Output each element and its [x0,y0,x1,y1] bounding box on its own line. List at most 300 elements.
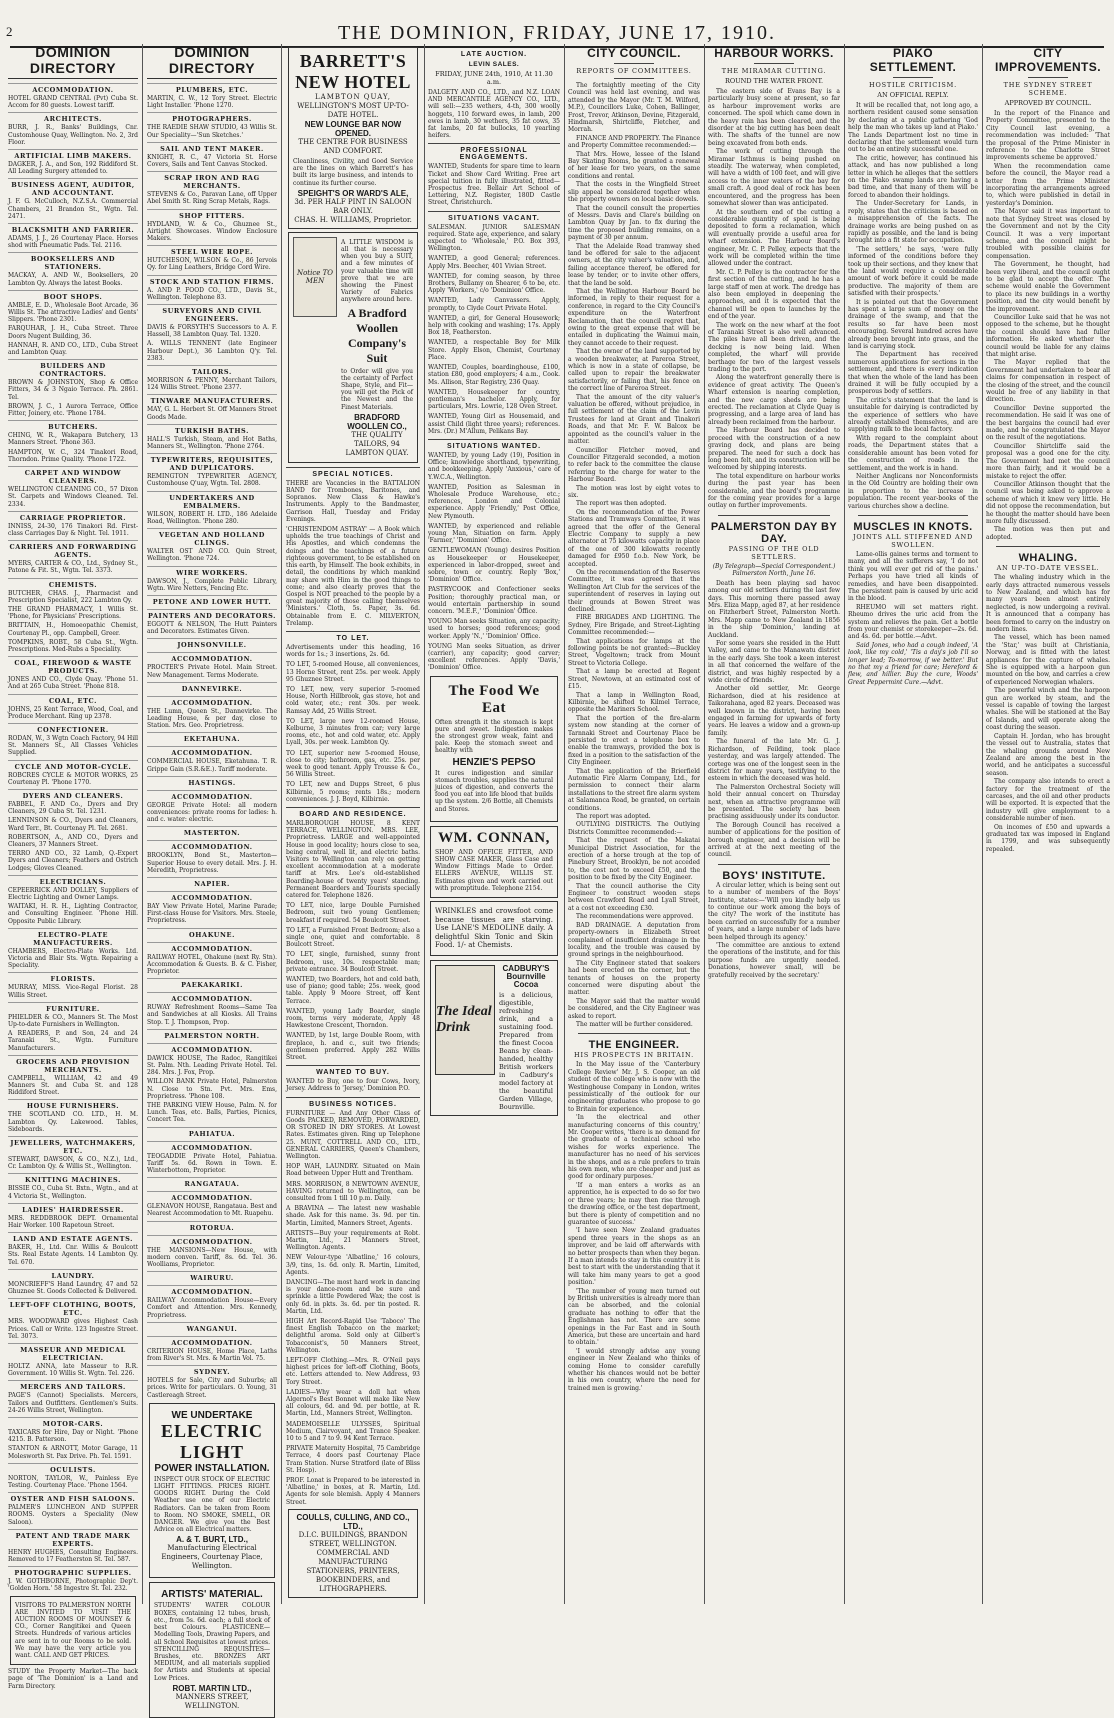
directory-category: FLORISTS. [8,972,138,983]
directory-category: BUSINESS AGENT, AUDITOR, AND ACCOUNTANT. [8,178,138,197]
directory-entry: WILSON, ROBERT H. LTD., 186 Adelaide Road, Wellington. 'Phone 280. [147,510,277,525]
directory-entry: MONCRIEFF'S Hand Laundry, 47 and 52 Ghuznee St. Goods Collected & Delivered. [8,1280,138,1296]
coulls-trade: COMMERCIAL AND MANUFACTURING STATIONERS, PRINTERS, BOOKBINDERS, and LITHOGRAPHERS. [306,1548,400,1593]
article-paragraph: The powerful winch and the harpoon gun are worked by steam, and the vessel is capable of towing the largest whales. She will be stationed at the Bay of Islands, and will operate along the coast during the season. [986,687,1110,732]
article-paragraph: 'The number of young men turned out by British universities is already more than can be absorbed, and the colonial graduate has nothing to offer that the Englishman has not. There are some openings in the Far East and in South America, but these are uncertain and hard to obtain.' [568,1287,700,1347]
business-notice: A BRAVINA — The latest new washable shade. Ask for this name. 3s. 9d. per tin. Martin, Limited, Manners Street, Agents. [286,1205,420,1227]
directory-entry: TERRO AND CO., 32 Lamb, Q.-Expert Dyers and Cleaners; Feathers and Ostrich Lodges; Gloves Cleaned. [8,850,138,872]
article-paragraph: Death has been playing sad havoc among our old settlers during the last few days. This morning there passed away Mrs. Eliza Mapp, aged 87, at her residence on Fitzherbert Street, Palmerston North. Mrs. Mapp came to New Zealand in 1856 in the ship 'Dominion,' landing at Auckland. [708,579,840,639]
directory-heading-2: DOMINION DIRECTORY [147,44,277,79]
muscles-body [848,551,978,641]
directory-entry: TAXICARS for Hire, Day or Night. 'Phone 4215. B. Patterson. [8,1428,138,1444]
boys-institute-headline: BOYS' INSTITUTE. [722,869,826,882]
situation-vacant-ad: WANTED, for coming season, by three Brothers, Bullamy on Shearer, 6 to be, etc. Apply 'Workers,' c/o 'Dominion' Office. [428,272,560,295]
whaling-subhead: AN UP-TO-DATE VESSEL. [996,564,1100,573]
bradford-sub: THE QUALITY TAILORS, 94 LAMBTON QUAY. [345,430,409,457]
palmerston-subhead: PASSING OF THE OLD SETTLERS. [728,544,820,561]
directory-category: OCULISTS. [8,1463,138,1474]
article-paragraph: Councillor Shirtcliffe said the proposal was a good one for the city. The Government had met the council more than fairly, and it would be a mistake to reject the offer. [986,442,1110,480]
late-auction-heading: LATE AUCTION. [460,51,528,58]
business-list [286,1110,420,1506]
article-paragraph: Captain H. Jordan, who has brought the vessel out to Australia, states that the whaling grounds around New Zealand are among the best in the world, and he anticipates a successful season. [986,732,1110,777]
artists-body: STUDENTS' WATER COLOUR BOXES, containing 12 tubes, brush, etc., from 5s. 6d. each; a full stock of best Colours. PLASTICENE—Modelling Tools, Drawing Papers, and all School Requisites at lowest prices. STENCILLING REQUISITES—Brushes, etc. BRONZES ART MEDIUM, and all materials supplied for Artists and Students at special Low Prices. [154,1602,270,1682]
article-paragraph: The work on the new wharf at the foot of Taranaki Street is also well advanced. The piles have all been driven, and the decking is now being laid. When completed, the wharf will provide berthage for two of the largest vessels trading to the port. [708,321,840,374]
article-paragraph: 'The settlers,' he says, 'were fully informed of the conditions before they took up their sections, and they knew that the land would require a considerable amount of work before it could be made productive. The majority of them are satisfied with their prospects.' [848,245,978,298]
article-paragraph: The report was adopted. [576,813,651,820]
professional-list [428,163,560,206]
column-4 [428,44,560,1604]
article-paragraph: Lame-ollis gaines terms and torment to many, and all the sufferers say, 'I do not think you will ever get rid of the pains.' Perhaps you have tried all kinds of remedies, and have been disappointed. The persistent pain is caused by uric acid in the blood. [848,550,978,603]
section-break [578,1033,690,1034]
levin-date: FRIDAY, JUNE 24th, 1910, At 11.30 a.m. [435,70,553,86]
situation-vacant-ad: WANTED, Lady Canvassers. Apply, promptly, to Clyde Court Private Hotel. [428,297,560,312]
article-paragraph: 'I have seen New Zealand graduates spend three years in the shops as an improver, and be laid off afterwards with no better prospects than when they began. If a man intends to stay in this country it is best to start with the understanding that it will take him many years to get a good position.' [568,1227,700,1287]
article-paragraph: The company also intends to erect a factory for the treatment of the carcases, and the oil and other products will be exported. It is expected that the industry will give employment to a considerable number of men. [986,778,1110,823]
directory-entry: MAY, G. L. Herbert St. Off Manners Street Goods Made. [147,406,277,421]
directory-category: PHOTOGRAPHIC SUPPLIES. [8,1566,138,1577]
whaling-body [986,574,1110,853]
board-ad: WANTED, by 1st, large Double Room, with fireplace, h. and c., suit two friends; gentlemen preferred. Apply 282 Willis Street. [286,1032,420,1062]
directory-entry: ROBCRES CYCLE & MOTOR WORKS, 25 Courtenay Pl. 'Phone 1770. [8,771,138,786]
directory-category: CARRIAGE PROPRIETOR. [8,511,138,522]
directory-category: SHOP FITTERS. [147,209,277,220]
directory-entry: A. WILLS TENNENT (late Engineer Harbour Dept.), 36 Lambton Q'y. Tel. 2383. [147,340,277,362]
directory-category: SAIL AND TENT MAKER. [147,142,277,153]
directory-category: GROCERS AND PROVISION MERCHANTS. [8,1055,138,1074]
directory-category: CHEMISTS. [8,578,138,589]
page-number: 2 [6,24,13,39]
article-paragraph: Councillor Devine supported the recommendation. He said it was one of the best bargains the council had ever made, and he congratulated the Mayor on the result of the negotiations. [986,404,1110,442]
business-notice: NEW Velour-type 'Albatline,' 16 colours, 3/9, tins, 1s. 6d. only. R. Martin, Limited, Agents. [286,1254,420,1276]
special-notices-list [286,480,420,627]
business-notice: PRIVATE Maternity Hospital, 75 Cambridge Terrace, 4 doors past Courtenay Place Tram Station. Nurse Stratford (late of Bliss St. Hosp). [286,1445,420,1474]
article-paragraph: That the Adelaide Road tramway shed land be offered for sale to the adjacent owners, at the city valuer's valuation, and, failing acceptance thereof, be offered for lease by tender, or to invite other offers, that the land be sold. [568,242,700,287]
food-we-eat-ad [430,676,558,822]
column-3 [286,44,420,1604]
city-improvements-body [986,110,1110,541]
directory-category: BUTCHERS. [8,420,138,431]
article-paragraph: That the Wellington Harbour Board be informed, in reply to their request for a conference, in regard to the City Council's expenditure on the Waterfront Reclamation, that the council regret that, owing to the great expense that will be entailed in duplicating the Waimui main, they cannot accede to their request. [568,287,700,347]
directory-category: BUILDERS AND CONTRACTORS. [8,359,138,378]
directory-category: LAND AND ESTATE AGENTS. [8,1232,138,1243]
article-paragraph: The total expenditure on harbour works during the past year has been considerable, and the board's programme for the coming year provides for a large outlay on further improvements. [708,472,840,510]
article-paragraph: The vessel, which has been named the 'Star,' was built at Christiania, Norway, and is fitted with the latest appliances for the capture of whales. She is equipped with a harpoon gun mounted on the bow, and carries a crew of experienced Norwegian whalers. [986,634,1110,686]
article-paragraph: The funeral of the late Mr. G. J. Richardson, of Feilding, took place yesterday, and was largely attended. The cortege was one of the longest seen in the district for many years, testifying to the esteem in which the deceased was held. [708,738,840,783]
directory-entry: BURR, J. R., Banks' Buildings, Cnr. Customhouse Quay, Wellington. No. 2, 3rd Floor. [8,124,138,146]
directory-category: PHOTOGRAPHERS. [147,112,277,123]
directory-category: ACCOMMODATION. [8,83,138,94]
directory-category: VEGETAN AND HOLLAND CLINGS. [147,528,277,547]
board-list [286,820,420,1061]
directory-category: PAHIATUA. [147,1127,277,1138]
headline-rule [893,77,933,78]
directory-category: PLUMBERS, ETC. [147,83,277,94]
directory-category: LEFT-OFF CLOTHING, BOOTS, ETC. [8,1298,138,1317]
article-paragraph: That a lamp be erected at Regent Street, Newtown, at an estimated cost of £15. [568,668,700,691]
article-paragraph: That the amount of the city valuer's valuation be offered, without prejudice, in full settlement of the claim of the Levin Trustees for land at Grant and Tinakori Roads, and that Mr. F. W. Balcox be appointed as the council's valuer in the matter. [568,393,700,446]
directory-entry: RUWAY Refreshment Rooms—Same Tea and Sandwiches at all Kiosks. All Trains Stop. T. J. Thompson, Prop. [147,1004,277,1026]
directory-category: ACCOMMODATION. [147,1191,277,1202]
directory-list [8,83,138,1593]
article-paragraph: That the council authorise the City Engineer to construct wooden steps between Crawford Road and Lyall Street, at a cost not exceeding £30. [568,882,700,912]
article-paragraph: The critic's statement that the land is unsuitable for dairying is contradicted by the experience of settlers who have already established themselves, and are supplying milk to the local factory. [848,396,978,434]
special-notice: 'CHRISTENDOM ASTRAY' — A Book which upholds the true teachings of Christ and His Apostles, and which condemns the doings and the teachings of a future righteous government, to be established on this earth, by Himself. The book exhibits, in detail, the conditions by which mankind may share with Him in the good things to come; and also clearly proves that the Gospel is NOT preached to the people by a great majority of those calling themselves 'Ministers.' Cloth, 5s. Paper, 3s. 6d. Obtainable from E. C. MILVERTON, Trelamp. [286,526,420,627]
article-paragraph: The Under-Secretary for Lands, in reply, states that the criticism is based on a misapprehension of the facts. The drainage works are being pushed on as rapidly as possible, and the land is being brought into a fit state for occupation. [848,200,978,245]
directory-category: JEWELLERS, WATCHMAKERS, ETC. [8,1136,138,1155]
situation-vacant-ad: WANTED, Housekeeper for country, gentleman's bachelor. Apply, for particulars, Mrs. Lowrie, 128 Oven Street. [428,388,560,411]
to-let-ad: TO LET, new and Dupps Street, 6 plus Kilbirnie, 5 rooms; rents 18s.; modern conveniences. J. J. Boyd, Kilbirnie. [286,781,420,803]
directory-entry: WAITAKI, H. R. H., Lighting Contractor, and Consulting Engineer. 'Phone Hill. Opposite Public Library. [8,903,138,925]
article-paragraph: That Mrs. Howe, lessee of the Island Bay Skating Rooms, be granted a renewal of her lease for two years, on the same conditions and rental. [568,150,700,180]
headline-rule [614,78,654,79]
business-notice: HOP WAH, LAUNDRY. Situated on Main Road between Upper Hutt and Trentham. [286,1163,420,1178]
headline-rule [614,63,654,64]
directory-entry: CAMPBELL, WILLIAM, 42 and 49 Manners St. and Cuba St. and 128 Riddiford Street. [8,1074,138,1097]
situation-vacant-ad: WANTED, Couples, boardinghouse, £100, station £80, good employers; 4 a.m., Cook. Ms. Allison, Star Registry, 236 Quay. [428,364,560,386]
mounsey-ad [10,1596,136,1666]
directory-entry: LENNINSON & CO., Dyers and Cleaners, Ward Terr., Bt. Courtenay Pl. Tel. 2681. [8,817,138,832]
directory-category: ROTORUA. [147,1221,277,1232]
article-paragraph: The City Engineer stated that soakers had been erected on the corner, but the tenants of houses on the property concerned were disputing about the matter. [568,959,700,997]
board-ad: WANTED, two Boarders, hot and cold bath, use of piano; good table; 25s. week, good table. Apply 9 Moore Street, off Kent Terrace. [286,976,420,1005]
business-notices-heading: BUSINESS NOTICES. [286,1097,420,1108]
article-paragraph: The Mayor replied that the Government had undertaken to bear all claims for compensation in respect of the closing of the street, and the council would be free of any liability in that direction. [986,359,1110,404]
directory-category: TINWARE MANUFACTURERS. [147,394,277,405]
business-notice: ARTISTS—Buy your requirements at Robt. Martin, Ltd., 21 Manners Street, Wellington. Agents. [286,1229,420,1252]
food-body: Often strength it the stomach is kept pure and sweet. Indigestion makes the strongest grow weak, faint and pale. Keep the stomach sweet and healthy with [435,718,553,755]
connan-body: SHOP AND OFFICE FITTER, AND SHOW CASE MAKER, Glass Case and Window Fittings Made to Order. ELLERS AVENUE, WILLIS ST. Estimates given and work carried out with promptitude. Telephone 2154. [435,848,553,892]
directory-list-2 [147,83,277,1399]
directory-entry: MORRISON & PENNY, Merchant Tailors, 124 Willis Street. 'Phone 2377. [147,377,277,392]
directory-category: COAL, FIREWOOD & WASTE PRODUCTS. [8,656,138,675]
boys-institute-body [708,882,840,979]
column-rule [142,44,143,1604]
article-paragraph: At the southern end of the cutting a considerable quantity of spoil is being deposited to form a reclamation, which will eventually provide a useful area for wharf extension. The Harbour Board's engineer, Mr. C. P. Pelley, expects that the work will be completed within the time allowed under the contract. [708,208,840,268]
engineer-headline: THE ENGINEER. [588,1039,680,1052]
situation-wanted-ad: WANTED, Position as Salesman in Wholesale Produce Warehouse, etc.; references, London and Colonial experience. Apply 'Friendly,' Post Office, New Plymouth. [428,483,560,520]
wrinkles-text: WRINKLES and crowsfoot come because tissues are starving. Use LANE'S MEDOLINE daily. A delightful Skin Tonic and Skin Food. 1/- at Chemists. [435,907,553,950]
directory-entry: MRS. WOODWARD gives Highest Cash Prices. Call or Write. 123 Ingestre Street. Tel. 3073. [8,1318,138,1340]
directory-entry: BUTCHER, CHAS. J., Pharmacist and Prescription Specialist, 222 Lambton Qy. [8,589,138,604]
article-paragraph: The Palmerston Orchestral Society will hold their annual concert on Thursday next, when an attractive programme will be presented. The society has been practising assiduously under its conductor. [708,783,840,821]
directory-entry: MYERS, CARTER & CO., Ltd., Sydney St., Patone & Fit. St., Wgtn. Tel. 3373. [8,560,138,575]
directory-entry: CHING, W. R., Wakapara Butchery, 13 Manners Street. 'Phone 363. [8,432,138,447]
board-heading: BOARD AND RESIDENCE. [286,807,420,818]
article-paragraph: The Harbour Board has decided to proceed with the construction of a new graving dock, and plans are being prepared. The need for such a dock has long been felt, and its construction will be welcomed by shipping interests. [708,427,840,472]
harbour-works-headline: HARBOUR WORKS. [714,46,834,60]
article-paragraph: That the council consult the properties of Messrs. Davis and Clare's building on Lambton Quay by Jan. to fix during the time the proposed building remains, on a payment of 30 per annum. [568,204,700,242]
wanted-buy-list [286,1078,420,1092]
barretts-lounge: NEW LOUNGE BAR NOW OPENED. [304,120,402,138]
notice-to-men-illustration: Notice TO MEN [293,237,337,317]
electric-ad-line-2: ELECTRIC LIGHT [160,1420,264,1462]
electric-ad-line-3: POWER INSTALLATION. [154,1462,270,1474]
directory-category: HOUSE FURNISHERS. [8,1099,138,1110]
article-paragraph: The recommendations were approved. [576,913,694,921]
directory-entry: PROCTER'S Private Hotel. Main Street. New Management. Terms Moderate. [147,664,277,679]
directory-entry: DAGKER, J. A., and Son, 192 Riddiford St. All Leading Surgery attended to. [8,161,138,176]
situation-vacant-ad: WANTED, a good General; references. Apply Mrs. Beecher, 401 Vivian Street. [428,255,560,270]
ideal-drink-label: The Ideal Drink [436,1003,492,1035]
directory-category: DANNEVIRKE. [147,682,277,693]
property-market-notice: STUDY the Property Market—The back page of 'The Dominion' is a Land and Farm Directory. [8,1668,138,1690]
directory-category: BOOT SHOPS. [8,290,138,301]
directory-category: LAUNDRY. [8,1269,138,1280]
directory-entry: THE RAEDIE SHAW STUDIO, 43 Willis St. Our Speciality—'Sun Sketches.' [147,124,277,139]
situation-wanted-ad: WANTED, by experienced and reliable young Man, Situation on farm. Apply 'Farmer,' 'Dominion' Office. [428,522,560,545]
city-improvements-headline: CITY IMPROVEMENTS. [995,46,1101,74]
directory-entry: BROOKLYN, Bond St., Masterton—Superior House to every detail. Mrs. J. H. Meredith, Proprietress. [147,852,277,874]
directory-category: JOHNSONVILLE. [147,638,277,649]
directory-category: KNITTING MACHINES. [8,1173,138,1184]
connan-ad [430,826,558,898]
situation-vacant-ad: WANTED, a respectable Boy for Milk Store. Apply Elson, Chemist, Courtenay Place. [428,339,560,361]
article-paragraph: Another old settler, Mr. George Richardson, died at his residence at Taikorahana, aged 82 years. Deceased was well known in the district, having been engaged in farming for upwards of forty years. He leaves a widow and a grown-up family. [708,685,840,737]
directory-category: CARRIERS AND FORWARDING AGENTS. [8,540,138,559]
directory-category: MASSEUR AND MEDICAL ELECTRICIAN. [8,1343,138,1362]
directory-entry: HAMPTON, W. C., 324 Tinakori Road, Thorndon. Prime Quality. 'Phone 1722. [8,448,138,463]
directory-entry: CHAMBERS, Electro-Plate Works. Ltd. Victoria and Blair Sts. Wgtn. Repairing a Speciality. [8,947,138,970]
martin-name: ROBT. MARTIN LTD., [172,1683,252,1693]
engineer-body [568,1061,700,1392]
directory-entry: FABBEL, F. AND Co., Dyers and Dry Cleaners, 29 Cuba St. Tel. 1231. [8,800,138,816]
directory-column-1 [8,44,138,1690]
article-paragraph: The fortnightly meeting of the City Council was held last evening, and was attended by the Mayor (Mr. T. M. Wilford, M.P.), Councillors Luke, Cohen, Ballinger, Frost, Trevor, Atkinson, Devine, Fitzgerald, Hindmarsh, Shirtcliffe, Fletcher, and Morrah. [568,82,700,134]
directory-category: HASTINGS. [147,776,277,787]
section-break [718,864,830,865]
business-notice: HIGH Art Record-Rapid Use 'Taboco' The finest English Tobacco on the market; delightful aroma. Sold only at Gilbert's Tobacconist's, 50 Manners Street, Wellington. [286,1317,420,1354]
article-paragraph: On the recommendation of the Reserves Committee, it was agreed that the Wellington Art Club for the services of the superintendent of reserves in laying out their grounds at Bowen Street was declined. [568,569,700,614]
article-paragraph: In the May issue of the 'Canterbury College Review' Mr. J. S. Cooper, an old student of the college who is now with the Westinghouse Company in London, writes pessimistically of the outlook for our engineering graduates who propose to go to Britain for experience. [568,1061,700,1113]
directory-entry: EGGOTT & NELSON, The Hutt Painters and Decorators. Estimates Given. [147,620,277,636]
muscles-headline: MUSCLES IN KNOTS. [853,520,973,533]
directory-entry: TOMPKINS, ROBT., 58 Cuba St., Wgtn. Prescriptions. Med-Rubs a Speciality. [8,638,138,653]
directory-entry: PHIELDER & CO., Manners St. The Most Up-to-date Furnishers in Wellington. [8,1013,138,1029]
column-rule [564,44,565,1604]
artists-material-ad [149,1582,275,1717]
special-notices-heading: SPECIAL NOTICES. [286,467,420,478]
directory-category: CARPET AND WINDOW CLEANERS. [8,466,138,485]
barretts-price: 3d. PER HALF PINT IN SALOON BAR ONLY. [294,197,412,215]
food-tail: It cures indigestion and similar stomach troubles, supplies the natural juices of digestion, and converts the food you eat into life blood that builds up the system. 2/6 Bottle, all Chemists and Stores. [435,769,553,813]
article-paragraph: The report was then adopted. [576,500,667,508]
city-improvements-subhead-2: APPROVED BY COUNCIL. [1004,99,1092,107]
to-let-ad: TO LET, superior new 5-roomed House, close to city; bathroom, gas, etc. 25s. per week to good tenant. Apply Trousse & Co., 56 Willis Street. [286,749,420,779]
palmerston-headline: PALMERSTON DAY BY DAY. [710,520,838,545]
directory-entry: J. F. G. McCulloch, N.Z.S.A. Commercial Chambers, 21 Brandon St., Wgtn. Tel. 2471. [8,198,138,220]
situation-wanted-ad: YOUNG Man seeks Situation, any capacity; used to horses; good references; good worker. Apply 'N.,' 'Dominion' Office. [428,618,560,640]
directory-entry: HOLTZ ANNA, late Masseur to R.R. Government. 10 Willis St. Wgtn. Tel. 226. [8,1362,138,1378]
directory-entry: MARTIN, C. W., 12 Tory Street. Electric Light Installer. 'Phone 1270. [147,95,277,110]
directory-entry: THE GRAND PHARMACY, 1 Willis St. 'Phone, for Physicians' Prescriptions. [8,605,138,621]
directory-category: ACCOMMODATION. [147,1285,277,1296]
article-paragraph: For some years she resided in the Hutt Valley, and came to the Manawatu district in the early days. She took a keen interest in all that concerned the welfare of the district, and was highly respected by a wide circle of friends. [708,640,840,685]
article-paragraph: Councillor Luke said that he was not opposed to the scheme, but he thought the council should have had fuller information. He asked whether the council would be liable for any claims that might arise. [986,313,1110,358]
directory-entry: BAY View Private Hotel, Marine Parade; First-class House for Visitors. Mrs. Steele, Proprietress. [147,902,277,925]
article-paragraph: The Mayor said that the matter would be considered, and the City Engineer was asked to report. [568,997,700,1020]
directory-category: ACCOMMODATION. [147,891,277,902]
directory-entry: JOHNS, 25 Kent Terrace, Wood, Coal, and Produce Merchant. Ring up 2378. [8,705,138,720]
barretts-body: Cleanliness, Civility, and Good Service are the lines on which Barrett's has built its large business, and intends to continue its further course. [293,158,413,187]
barretts-proprietor: CHAS. H. WILLIAMS, Proprietor. [294,215,412,224]
coulls-name: COULLS, CULLING, AND CO., LTD., [296,1512,410,1531]
to-let-ad: TO LET, new, very superior 5-roomed House, North Hillbrook, gas stove, hot and cold water, etc.; rent 30s. per week. Ramsay Add, 25 Willis Street. [286,685,420,715]
directory-entry: JONES AND CO., Clyde Quay. 'Phone 51. And at 265 Cuba Street. 'Phone 818. [8,676,138,691]
column-rule [281,44,282,1604]
directory-entry: RAILWAY HOTEL, Ohakune (next Ry. Stn). Accommodation & Guests. B. & C. Fisher, Proprietor. [147,953,277,975]
directory-entry: PALMER'S LUNCHEON AND SUPPER ROOMS. Oysters a Speciality (New Saloon). [8,1504,138,1526]
directory-entry: MRS. REDDBROOK DEPT. Ornamental Hair Worker. 100 Rapetoun Street. [8,1214,138,1230]
headline-rule [1028,77,1068,78]
harbour-body [708,88,840,510]
directory-entry: BISSIE CO., Cuba St. Bxtn., Wgtn., and at 4 Victoria St., Wellington. [8,1185,138,1200]
business-notice: DANCING—The most hard work in dancing is your dance-room and be sure and sprinkle a little Powdered Wax; the cost is only 6d. in pkts. 3s. 6d. per tin posted. R. Martin, Ltd. [286,1278,420,1315]
directory-entry: ADAMS, J. J., 26 Courtenay Place. Horses shod with Pneumatic Pads. Tel. 2116. [8,235,138,250]
article-paragraph: Mr. C. P. Pelley is the contractor for the first section of the cutting, and he has a large staff of men at work. The dredge has also been employed in deepening the approaches, and it is expected that the channel will be open to launches by the end of the year. [708,268,840,321]
directory-entry: BRITTAIN, H., Homoeopathic Chemist, Courtenay Pl., opp. Campbell, Greer. [8,622,138,637]
situation-wanted-ad: PASTRYCOOK and Confectioner seeks Position; thoroughly practical man, or would entertain partnership in sound concern. 'M.E.F.,' 'Dominion' Office. [428,586,560,615]
palmerston-byline: (By Telegraph—Special Correspondent.) Palmerston North, June 16. [712,562,836,577]
directory-entry: REMINGTON TYPEWRITER AGENCY, Customhouse Q'uay, Wgtn. Tel. 2808. [147,473,277,488]
article-paragraph: That the costs in the Wingfield Street slip appeal be considered together when the property owners on local basic dowels. [568,181,700,204]
column-7 [848,44,978,1604]
directory-category: ACCOMMODATION. [147,1336,277,1347]
directory-category: ARCHITECTS. [8,112,138,123]
coulls-sub: D.I.C. BUILDINGS, BRANDON STREET, WELLINGTON. [298,1530,408,1548]
barretts-ale: SPEIGHT'S OR WARD'S ALE, [297,188,409,198]
directory-entry: GEORGE Private Hotel: all modern conveniences: private rooms for ladies: h. and c. water: electric. [147,801,277,824]
directory-entry: HENRY HUGHES, Consulting Engineers. Removed to 17 Featherston St. Tel. 587. [8,1548,138,1563]
article-paragraph: The Government, he thought, had been very liberal, and the council ought to be glad to accept the offer. The scheme would enable the Government to place its new buildings in a worthy position, and the city would benefit by the improvement. [986,261,1110,313]
burt-address: Manufacturing Electrical Engineers, Courtenay Place, Wellington. [161,1544,263,1571]
board-ad: TO LET, a Furnished Front Bedroom; also a single one, quiet and comfortable. 8 Boulcott Street. [286,926,420,949]
directory-entry: MURRAY, MISS. Vice-Regal Florist. 28 Willis Street. [8,984,138,999]
electric-light-ad [149,1403,275,1579]
column-8 [986,44,1110,1604]
directory-category: ELECTRICIANS. [8,875,138,886]
barretts-hotel-ad [288,47,418,229]
article-paragraph: Neither Anglicans nor Nonconformists in the Old Country are holding their own in proportion to the increase in population. The recent year-books of the various churches show a decline. [848,472,978,510]
piako-subhead: HOSTILE CRITICISM. [869,81,957,89]
cocoa-tin-illustration [435,965,495,1075]
directory-entry: DAWICK HOUSE, The Radoc, Rangitikei St. Palm. Nth. Leading Private Hotel. Tel. 284. Mrs. J. Fox, Prop. [147,1054,277,1077]
column-rule [844,44,845,1604]
situation-vacant-ad: SALESMAN. JUNIOR SALESMAN required. State age, experience, and salary expected to 'Wholesale,' P.O. Box 393, Wellington. [428,223,560,253]
directory-entry: CRITERION HOUSE, Home Place, Laths from River's St. Mrs. & Martin Vol. 75. [147,1347,277,1363]
column-rule [704,44,705,1604]
directory-entry: WILLON BANK Private Hotel, Palmerston N. Close to Stn. Pvt. Mrs. Ems, Proprietress. 'Phone 108. [147,1078,277,1100]
board-ad: MARLBOROUGH HOUSE, 8 KENT TERRACE, WELLINGTON. MRS. LEE, Proprietress. LARGE and well-appointed House in good locality; hours close to sea, being central, well lit, and electric baths. Visitors to Wellington can rely on getting excellent accommodation at a moderate tariff at Mrs. Lee's old-established Boarding-house of twenty years' standing. Permanent Boarders and Tourists specially catered for. Telephone 1826. [286,819,420,900]
directory-category: PAINTERS AND DECORATORS. [147,609,277,620]
board-ad: TO LET, nice, large Double Furnished Bedroom, suit two young Gentlemen; breakfast if required. 54 Boulcott Street. [286,902,420,924]
headline-rule [754,63,794,64]
city-council-headline: CITY COUNCIL. [587,46,681,60]
directory-category: WAIRURU. [147,1271,277,1282]
directory-category: MERCERS AND TAILORS. [8,1380,138,1391]
directory-entry: MACKAY, A. AND W., Booksellers, 20 Lambton Qy. Always the latest Books. [8,272,138,287]
directory-entry: HANNAH, R. AND CO., LTD., Cuba Street and Lambton Quay. [8,341,138,357]
article-paragraph: 'The committee are anxious to extend the operations of the institute, and for this purpose funds are urgently needed. Donations, however small, will be gratefully received by the secretary.' [708,942,840,979]
bradford-title: A Bradford Woollen Company's Suit [347,305,407,365]
article-paragraph: 'I would strongly advise any young engineer in New Zealand who thinks of coming Home to consider carefully whether his chances would not be better in his own country, where the need for trained men is growing.' [568,1347,700,1392]
directory-category: COAL, ETC. [8,694,138,705]
article-paragraph: That the request of the Makatai Municipal District Association, for the erection of a horse trough at the top of Pinebury Street, Brooklyn, be not acceded to, the cost not to exceed £50, and the position to be fixed by the City Engineer. [568,837,700,882]
directory-entry: A READERS, P. and Son, 24 and 24 Taranaki St., Wgtn. Furniture Manufacturers. [8,1030,138,1052]
barretts-title: BARRETT'S NEW HOTEL [295,51,411,92]
harbour-subhead-2: ROUND THE WATER FRONT. [724,77,824,85]
cadbury-text [499,965,553,1111]
masthead [0,10,1114,44]
article-paragraph: The motion was then put and adopted. [986,526,1110,541]
article-paragraph: Councillor Atkinson thought that the council was being asked to approve a scheme of which it knew very little. He did not oppose the recommendation, but he thought the matter should have been more fully discussed. [986,480,1110,525]
board-ad: WANTED, young Lady Boarder, single room, terms very moderate, Apply 48 Hawkestone Crescent, Thorndon. [286,1007,420,1030]
cough-verse: Said Jones, who had a cough indeed, 'A look, like my cold,' 'Tis a day's job I'll so longer lead; To-morrow, if we better.' But no that my a friend for care; Hereford & flew, and hillier. Buy the cure, Woods' Great Peppermint Cure.—Advt. [848,641,978,686]
to-let-list [286,661,420,803]
article-paragraph: The work of cutting through the Miramar Isthmus is being pushed on steadily. The waterway, when completed, will have a width of 100 feet, and will give access to the inner waters of the bay for small craft. A good deal of rock has been encountered, and the progress has been somewhat slower than was anticipated. [708,148,840,208]
situations-vacant-heading: SITUATIONS VACANT. [428,211,560,222]
electric-ad-body: INSPECT OUR STOCK OF ELECTRIC LIGHT FITTINGS. PRICES RIGHT. GOODS RIGHT. During the Cold Weather use one of our Electric Radiators. Can be taken from Room to Room. NO SMOKE, SMELL, OR DANGER. We give you the Best Advice on all Electrical matters. [154,1475,270,1534]
article-paragraph: In the report of the Finance and Property Committee, presented to the City Council last evening, a recommendation was included: 'That the proposal of the Prime Minister in reference to the Charlotte Street improvements scheme be approved.' [986,110,1110,162]
directory-category: OYSTER AND FISH SALOONS. [8,1492,138,1503]
section-break [996,546,1100,547]
directory-category: ACCOMMODATION. [147,790,277,801]
cadbury-cocoa-ad [430,960,558,1116]
directory-entry: FARQUHAR, J. H., Cuba Street. Three Doors Nugent Building, 36. [8,325,138,340]
wanted-buy-ad: WANTED to Buy, one to four Cows, Ivory, Jersey. Address to 'Jersey,' Dominion P.O. [286,1078,420,1093]
article-paragraph: On incomes of £50 and upwards a graduated tax was imposed in England in 1799, and was subsequently repealed. [986,823,1110,853]
bradford-name: BRADFORD WOOLLEN CO., [347,412,407,431]
directory-category: TURKISH BATHS. [147,424,277,435]
column-5 [568,44,700,1604]
directory-category: SURVEYORS AND CIVIL ENGINEERS. [147,304,277,323]
city-council-body [568,82,700,1028]
situations-vacant-list [428,224,560,435]
business-notice: LADIES—Why wear a doll hat when Algernol's Best Bonnet will make like New all colours, 6d. and 9d. per bottle, at R. Martin, Ltd., Manners Street, Wellington. [286,1388,420,1418]
directory-category: WIRE WORKERS. [147,566,277,577]
directory-entry: PAGE'S (Cannot) Specialists. Mercers, Tailors and Outfitters. Gentlemen's Suits. 24-26 Willis Street, Wellington. [8,1392,138,1414]
article-paragraph: The Department has received numerous applications for sections in the settlement, and there is every indication that when the whole of the land has been drained it will be fully occupied by a prosperous body of settlers. [848,351,978,396]
situation-wanted-ad: YOUNG Man seeks Situation, as driver (carrier), any capacity; good carver; excellent references. Apply 'Davis,' 'Dominion' Office. [428,642,560,672]
cadbury-body: is a delicious, digestible, refreshing drink, and a sustaining food. Prepared from the finest Cocoa Beans by clean-handed, healthy British workers in Cadbury's model factory at the beautiful Garden Village, Bournville. [499,990,554,1111]
article-paragraph: 'If a man enters a works as an apprentice, he is expected to do so for two or three years; he may then rise through the drawing office, or the test department, but there is plenty of competition and no guarantee of success.' [568,1181,700,1226]
section-break [718,515,830,516]
section-break [858,515,968,516]
article-paragraph: It is pointed out that the Government has spent a large sum of money on the drainage of the swamp, and that the results so far have been most encouraging. Several hundred acres have already been brought into grass, and the land is carrying stock. [848,298,978,350]
article-paragraph: The motion was lost by eight votes to six. [568,484,700,499]
article-paragraph: The matter will be further considered. [576,1020,693,1028]
article-paragraph: With regard to the complaint about roads, the Department states that a considerable amount has been voted for the construction of roads in the settlement, and the work is in hand. [848,434,978,472]
directory-category: STEEL WIRE ROPE. [147,245,277,256]
harbour-subhead: THE MIRAMAR CUTTING. [721,67,827,75]
directory-entry: A. AND P. FOOD CO., LTD., Davis St., Wellington. Telephone 83. [147,286,277,301]
directory-category: FURNITURE. [8,1002,138,1013]
article-paragraph: The whaling industry which in the early days attracted numerous vessels to New Zealand, and which has for many years been almost entirely neglected, is now undergoing a revival. It is announced that a company has been formed to carry on the industry on modern lines. [986,574,1110,633]
directory-entry: RAILWAY Accommodation House—Every Comfort and Attention. Mrs. Kennedy, Proprietress. [147,1297,277,1319]
business-notice: LEFT-OFF Clothing.—Mrs. R. O'Neil pays highest prices for left-off Clothing, Boots, etc. Letters attended to. New Address, 93 Tory Street. [286,1356,420,1386]
directory-entry: HOTEL GRAND CENTRAL (Pvt) Cuba St. Accom for 80 guests. Lowest tariff. [8,95,138,110]
directory-category: UNDERTAKERS AND EMBALMERS. [147,491,277,510]
directory-category: MOTOR-CARS. [8,1417,138,1428]
situation-wanted-ad: GENTLEWOMAN (Young) desires Position as Housekeeper or Housekeeper, experienced in labor-dropped, sweet and sobre, town or country. Reply 'Box,' 'Dominion' Office. [428,547,560,584]
barretts-location: LAMBTON QUAY, [315,93,391,101]
directory-entry: ROBERTSON, A., AND CO., Dyers and Cleaners, 37 Manners Street. [8,833,138,848]
directory-entry: CEPEERRICK AND DOLLEY, Suppliers of Electric Lighting and Owner Lamps. [8,886,138,901]
directory-entry: STANTON & ARNOTT, Motor Garage, 11 Molesworth St. Pax Drive. Ph. Tel. 1591. [8,1445,138,1460]
situation-wanted-ad: WANTED, by young Lady (19), Position in Office; knowledge shorthand, typewriting, and bookkeeping. Apply 'Anxious,' care of Y.W.C.A., Wellington. [428,451,560,481]
business-notice: MADEMOISELLE ULYSSES, Spiritual Medium, Clairvoyant, and Trance Speaker. 10 to 5 and 7 to 9. 94 Kent Terrace. [286,1420,420,1443]
article-paragraph: OUTLYING DISTRICTS. The Outlying Districts Committee recommended:— [568,821,700,836]
directory-category: SCRAP IRON AND RAG MERCHANTS. [147,171,277,190]
